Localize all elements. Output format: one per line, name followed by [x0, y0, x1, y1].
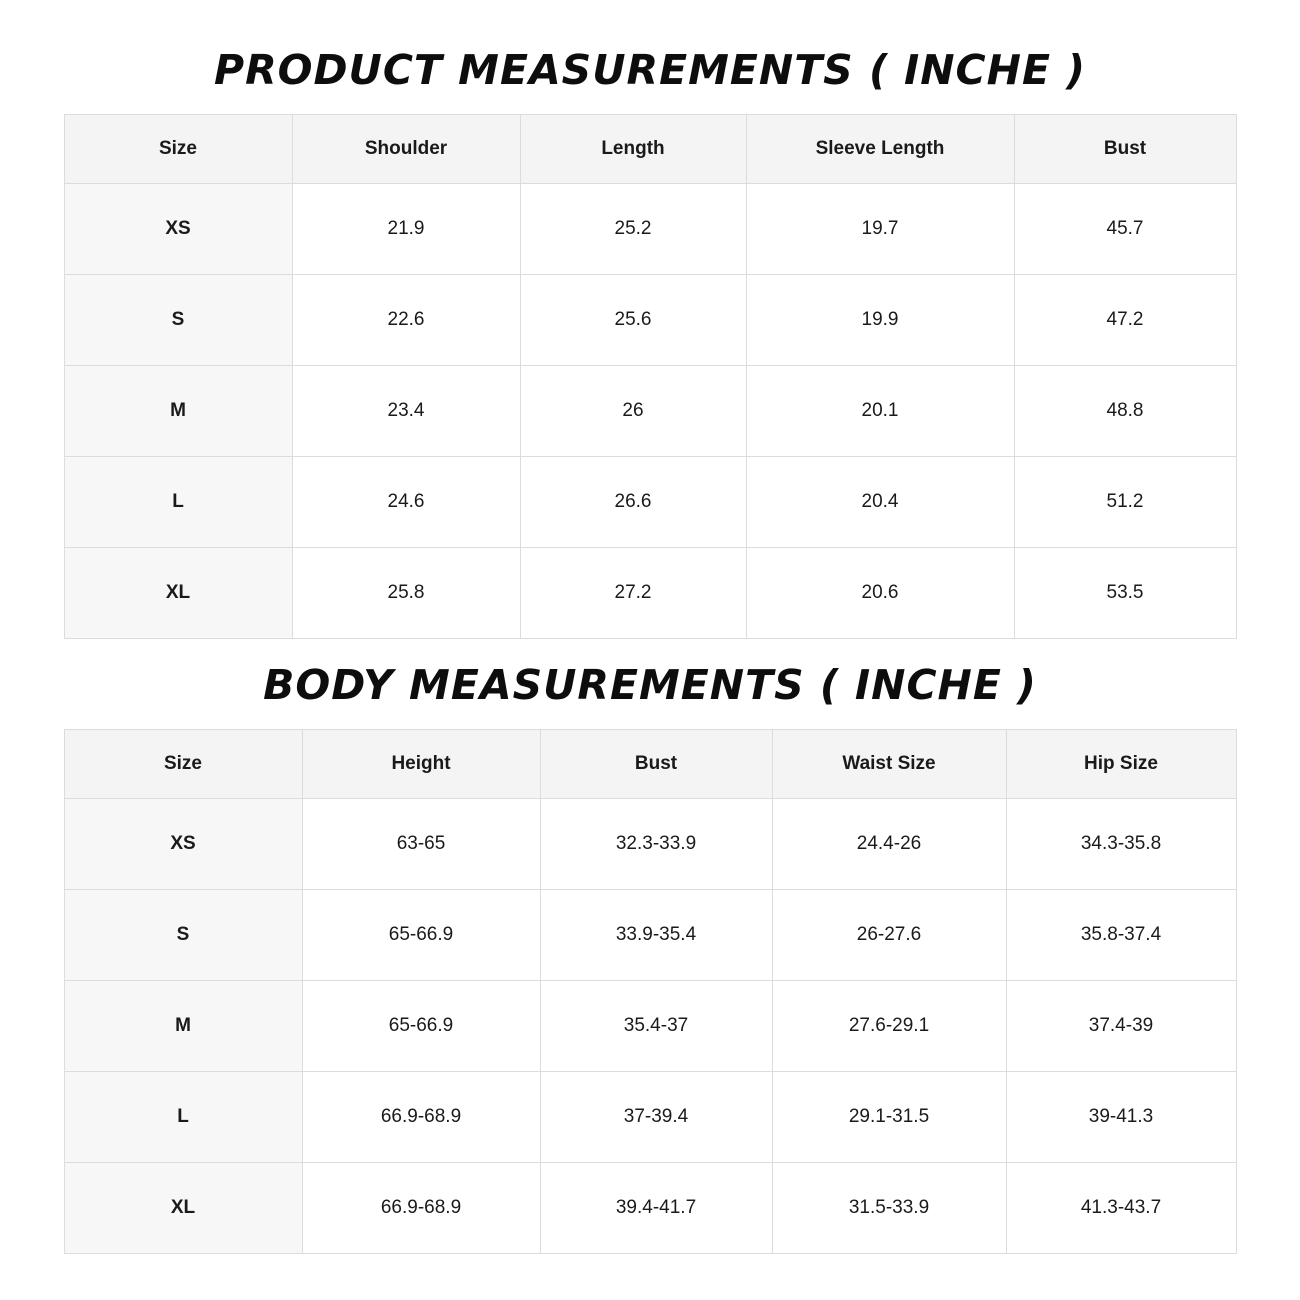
- cell-length: 25.6: [520, 275, 746, 366]
- cell-height: 65-66.9: [302, 890, 540, 981]
- cell-height: 66.9-68.9: [302, 1072, 540, 1163]
- cell-bust: 37-39.4: [540, 1072, 772, 1163]
- body-table-header: [64, 730, 1236, 799]
- cell-bust: 35.4-37: [540, 981, 772, 1072]
- product-measurements-title: PRODUCT MEASUREMENTS ( INCHE ): [214, 46, 1086, 94]
- cell-bust: 53.5: [1014, 548, 1236, 639]
- cell-size: M: [64, 981, 302, 1072]
- cell-waist-size: 31.5-33.9: [772, 1163, 1006, 1254]
- table-row: [64, 1163, 1236, 1254]
- cell-hip-size: 37.4-39: [1006, 981, 1236, 1072]
- cell-size: XL: [64, 548, 292, 639]
- column-header-sleeve-length: Sleeve Length: [746, 115, 1014, 184]
- table-row: [64, 275, 1236, 366]
- column-header-size: Size: [64, 730, 302, 799]
- cell-hip-size: 41.3-43.7: [1006, 1163, 1236, 1254]
- table-row: [64, 548, 1236, 639]
- cell-size: S: [64, 275, 292, 366]
- cell-size: L: [64, 457, 292, 548]
- body-measurements-table: [64, 729, 1237, 1254]
- table-row: [64, 184, 1236, 275]
- cell-hip-size: 34.3-35.8: [1006, 799, 1236, 890]
- cell-size: XS: [64, 799, 302, 890]
- cell-waist-size: 26-27.6: [772, 890, 1006, 981]
- cell-length: 27.2: [520, 548, 746, 639]
- cell-bust: 39.4-41.7: [540, 1163, 772, 1254]
- body-measurements-title: BODY MEASUREMENTS ( INCHE ): [263, 661, 1037, 709]
- body-table-body: [64, 799, 1236, 1254]
- cell-waist-size: 29.1-31.5: [772, 1072, 1006, 1163]
- cell-height: 66.9-68.9: [302, 1163, 540, 1254]
- cell-bust: 45.7: [1014, 184, 1236, 275]
- table-row: [64, 981, 1236, 1072]
- column-header-bust: Bust: [540, 730, 772, 799]
- cell-sleeve-length: 19.9: [746, 275, 1014, 366]
- cell-shoulder: 25.8: [292, 548, 520, 639]
- cell-bust: 51.2: [1014, 457, 1236, 548]
- product-table-body: [64, 184, 1236, 639]
- product-table-header: [64, 115, 1236, 184]
- column-header-waist-size: Waist Size: [772, 730, 1006, 799]
- table-row: [64, 1072, 1236, 1163]
- cell-length: 25.2: [520, 184, 746, 275]
- cell-sleeve-length: 20.6: [746, 548, 1014, 639]
- cell-shoulder: 24.6: [292, 457, 520, 548]
- table-header-row: [64, 730, 1236, 799]
- cell-waist-size: 24.4-26: [772, 799, 1006, 890]
- cell-shoulder: 22.6: [292, 275, 520, 366]
- cell-hip-size: 39-41.3: [1006, 1072, 1236, 1163]
- column-header-length: Length: [520, 115, 746, 184]
- cell-length: 26.6: [520, 457, 746, 548]
- cell-size: S: [64, 890, 302, 981]
- table-row: [64, 366, 1236, 457]
- table-row: [64, 890, 1236, 981]
- cell-hip-size: 35.8-37.4: [1006, 890, 1236, 981]
- cell-bust: 33.9-35.4: [540, 890, 772, 981]
- column-header-height: Height: [302, 730, 540, 799]
- cell-size: XS: [64, 184, 292, 275]
- cell-height: 63-65: [302, 799, 540, 890]
- table-header-row: [64, 115, 1236, 184]
- cell-length: 26: [520, 366, 746, 457]
- column-header-size: Size: [64, 115, 292, 184]
- column-header-shoulder: Shoulder: [292, 115, 520, 184]
- column-header-hip-size: Hip Size: [1006, 730, 1236, 799]
- cell-bust: 32.3-33.9: [540, 799, 772, 890]
- table-row: [64, 799, 1236, 890]
- cell-size: M: [64, 366, 292, 457]
- cell-shoulder: 21.9: [292, 184, 520, 275]
- cell-sleeve-length: 20.4: [746, 457, 1014, 548]
- cell-sleeve-length: 20.1: [746, 366, 1014, 457]
- cell-height: 65-66.9: [302, 981, 540, 1072]
- table-row: [64, 457, 1236, 548]
- product-measurements-table: [64, 114, 1237, 639]
- cell-bust: 47.2: [1014, 275, 1236, 366]
- cell-size: XL: [64, 1163, 302, 1254]
- column-header-bust: Bust: [1014, 115, 1236, 184]
- cell-shoulder: 23.4: [292, 366, 520, 457]
- cell-size: L: [64, 1072, 302, 1163]
- cell-waist-size: 27.6-29.1: [772, 981, 1006, 1072]
- cell-sleeve-length: 19.7: [746, 184, 1014, 275]
- cell-bust: 48.8: [1014, 366, 1236, 457]
